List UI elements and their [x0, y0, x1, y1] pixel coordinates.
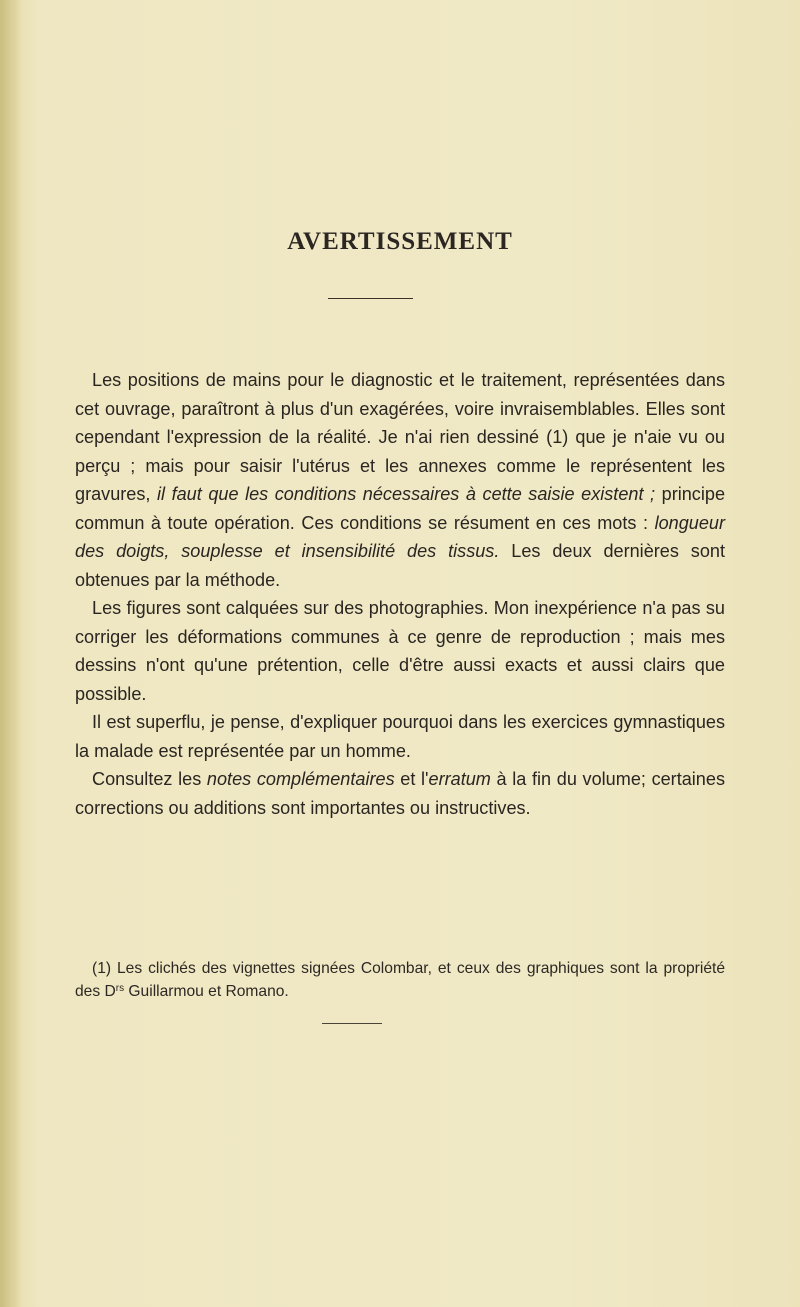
- text-run: Les deux dernières sont obtenues par la méthode.: [75, 541, 725, 590]
- text-run-italic: notes complémentaires: [206, 769, 395, 789]
- paragraph: [75, 765, 725, 822]
- footnote: [75, 957, 725, 1003]
- paragraph: [75, 594, 725, 708]
- end-divider: [322, 1023, 382, 1024]
- footnote-text: [75, 957, 725, 1003]
- text-run: à la fin du volume; certaines corrections ou additions sont importantes ou instructives.: [75, 769, 725, 818]
- footnote-before: (1) Les clichés des vignettes signées Colombar, et ceux des graphiques sont la propriété des D: [75, 960, 725, 1000]
- text-run: principe commun à toute opération. Ces conditions se résument en ces mots :: [75, 484, 726, 533]
- paragraph: [75, 708, 725, 765]
- text-run: Les figures sont calquées sur des photographies. Mon inexpérience n'a pas su corriger les déformations communes à ce genre de reproduction ; mais mes dessins n'ont qu'une prétention, celle d'être aussi exacts et aussi clairs que possible.: [75, 598, 725, 704]
- footnote-superscript: rs: [115, 983, 125, 994]
- title-divider: [328, 298, 413, 299]
- footnote-after: Guillarmou et Romano.: [124, 983, 289, 1000]
- text-run: Les positions de mains pour le diagnostic et le traitement, représentées dans cet ouvrage, paraîtront à plus d'un exagérées, voire invraisemblables. Elles sont cependant l'expression de la réalité. Je n'ai rien dessiné (1) que je n'aie vu ou perçu ; mais pour saisir l'utérus et les annexes comme le représentent les gravures,: [75, 370, 725, 504]
- text-run-italic: erratum: [428, 769, 491, 789]
- text-run-italic: il faut que les conditions nécessaires à cette saisie existent ;: [156, 484, 656, 504]
- paragraph: [75, 366, 725, 594]
- page-title: AVERTISSEMENT: [287, 228, 513, 255]
- body-text: [75, 366, 725, 822]
- text-run: Consultez les: [92, 769, 207, 789]
- text-run: Il est superflu, je pense, d'expliquer pourquoi dans les exercices gymnastiques la malade est représentée par un homme.: [75, 712, 725, 761]
- page-binding-shadow: [0, 0, 22, 1307]
- text-run-italic: longueur des doigts, souplesse et insensibilité des tissus.: [75, 512, 725, 561]
- text-run: et l': [394, 769, 429, 789]
